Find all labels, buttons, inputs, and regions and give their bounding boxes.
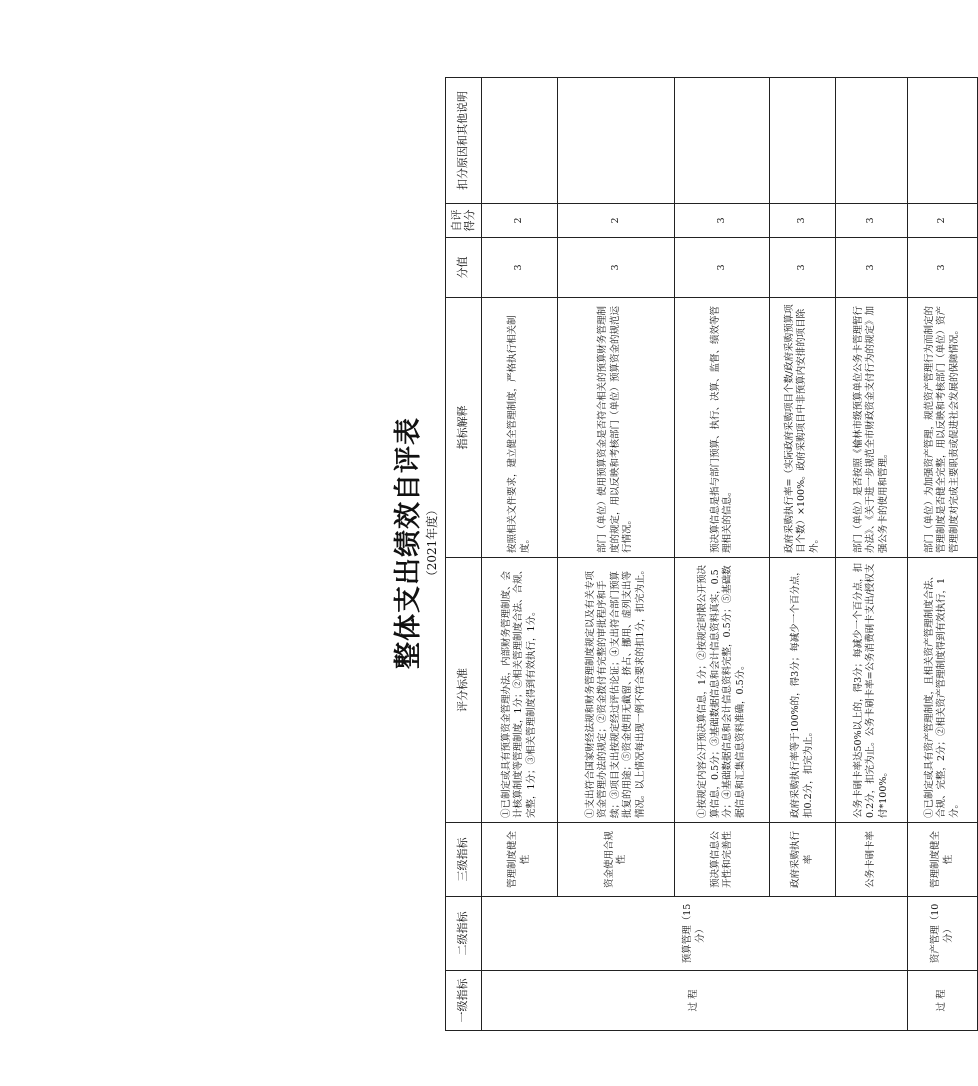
header-level3: 三级指标 bbox=[446, 823, 482, 897]
level3-cell: 预决算信息公开性和完善性 bbox=[675, 823, 770, 897]
table-row bbox=[675, 78, 770, 1031]
table-row bbox=[482, 78, 558, 1031]
header-standard: 评分标准 bbox=[446, 558, 482, 823]
explain-cell: 政府采购执行率=（实际政府采购项目个数/政府采购预算项目个数）×100%。政府采购项目中非预算内安排的项目除外。 bbox=[770, 298, 836, 558]
level3-cell: 资金使用合规性 bbox=[558, 823, 675, 897]
header-score: 分值 bbox=[446, 238, 482, 298]
reason-cell bbox=[836, 78, 908, 204]
page-title: 整体支出绩效自评表 bbox=[393, 417, 424, 669]
reason-cell bbox=[908, 78, 978, 204]
header-reason: 扣分原因和其他说明 bbox=[446, 78, 482, 204]
header-level2: 二级指标 bbox=[446, 897, 482, 971]
reason-cell bbox=[770, 78, 836, 204]
header-level1: 一级指标 bbox=[446, 971, 482, 1031]
header-row bbox=[446, 78, 482, 1031]
evaluation-table bbox=[445, 77, 978, 1031]
standard-cell: ①已制定或具有预算资金管理办法，内部财务管理制度、会计核算制度等管理制度，1分；②相关管理制度合法、合规、完整，1分；③相关管理制度得到有效执行，1分。 bbox=[482, 558, 558, 823]
score-cell: 3 bbox=[558, 238, 675, 298]
reason-cell bbox=[558, 78, 675, 204]
score-cell: 3 bbox=[836, 238, 908, 298]
header-self-score: 自评得分 bbox=[446, 204, 482, 238]
standard-cell: 公务卡刷卡率达50%以上的，得3分；每减少一个百分点，扣0.2分，扣完为止。公务卡刷卡率=公务消费刷卡支出/授权支付*100%。 bbox=[836, 558, 908, 823]
score-cell: 3 bbox=[908, 238, 978, 298]
level2-cell: 资产管理（10分） bbox=[908, 897, 978, 971]
table-row bbox=[558, 78, 675, 1031]
table-row bbox=[770, 78, 836, 1031]
self-score-cell: 2 bbox=[558, 204, 675, 238]
explain-cell: 按照相关文件要求，建立健全管理制度，严格执行相关制度。 bbox=[482, 298, 558, 558]
self-score-cell: 3 bbox=[836, 204, 908, 238]
level3-cell: 公务卡刷卡率 bbox=[836, 823, 908, 897]
score-cell: 3 bbox=[770, 238, 836, 298]
self-score-cell: 2 bbox=[908, 204, 978, 238]
self-score-cell: 3 bbox=[675, 204, 770, 238]
level3-cell: 管理制度健全性 bbox=[908, 823, 978, 897]
reason-cell bbox=[482, 78, 558, 204]
level1-cell: 过 程 bbox=[482, 971, 908, 1031]
table-row bbox=[836, 78, 908, 1031]
level3-cell: 政府采购执行率 bbox=[770, 823, 836, 897]
reason-cell bbox=[675, 78, 770, 204]
standard-cell: ①已制定或具有资产管理制度，且相关资产管理制度合法、合规、完整，2分；②相关资产管理制度得到有效执行，1分。 bbox=[908, 558, 978, 823]
level1-cell: 过 程 bbox=[908, 971, 978, 1031]
page-subtitle: （2021年度） bbox=[425, 503, 439, 583]
score-cell: 3 bbox=[482, 238, 558, 298]
standard-cell: ①支出符合国家财经法规和财务管理制度规定以及有关专项资金管理办法的规定；②资金拨付有完整的审批程序和手续；③项目支出按规定经过评估论证；④支出符合部门预算批复的用途；⑤资金使用无截留、挤占、挪用、虚列支出等情况。以上情况每出现一例不符合要求的扣1分，扣完为止。 bbox=[558, 558, 675, 823]
self-score-cell: 2 bbox=[482, 204, 558, 238]
level3-cell: 管理制度健全性 bbox=[482, 823, 558, 897]
self-score-cell: 3 bbox=[770, 204, 836, 238]
standard-cell: ①按规定内容公开预决算信息，1分；②按规定时限公开预决算信息，0.5分；③基础数据信息和会计信息资料真实，0.5分；④基础数据信息和会计信息资料完整，0.5分；⑤基础数据信息和汇集信息资料准确，0.5分。 bbox=[675, 558, 770, 823]
table-row bbox=[908, 78, 978, 1031]
standard-cell: 政府采购执行率等于100%的，得3分；每减少一个百分点，扣0.2分，扣完为止。 bbox=[770, 558, 836, 823]
score-cell: 3 bbox=[675, 238, 770, 298]
explain-cell: 部门（单位）是否按照《榆林市级预算单位公务卡管理暂行办法》、《关于进一步规范全市财政资金支付行为的规定》加强公务卡的使用和管理。 bbox=[836, 298, 908, 558]
header-explain: 指标解释 bbox=[446, 298, 482, 558]
explain-cell: 预决算信息是指与部门预算、执行、决算、监督、绩效等管理相关的信息。 bbox=[675, 298, 770, 558]
explain-cell: 部门（单位）使用预算资金是否符合相关的预算财务管理制度的规定，用以反映和考核部门（单位）预算资金的规范运行情况。 bbox=[558, 298, 675, 558]
level2-cell: 预算管理（15分） bbox=[482, 897, 908, 971]
explain-cell: 部门（单位）为加强资产管理，规范资产管理行为而制定的管理制度是否健全完整，用以反映和考核部门（单位）资产管理制度对完成主要职责或促进社会发展的保障情况。 bbox=[908, 298, 978, 558]
